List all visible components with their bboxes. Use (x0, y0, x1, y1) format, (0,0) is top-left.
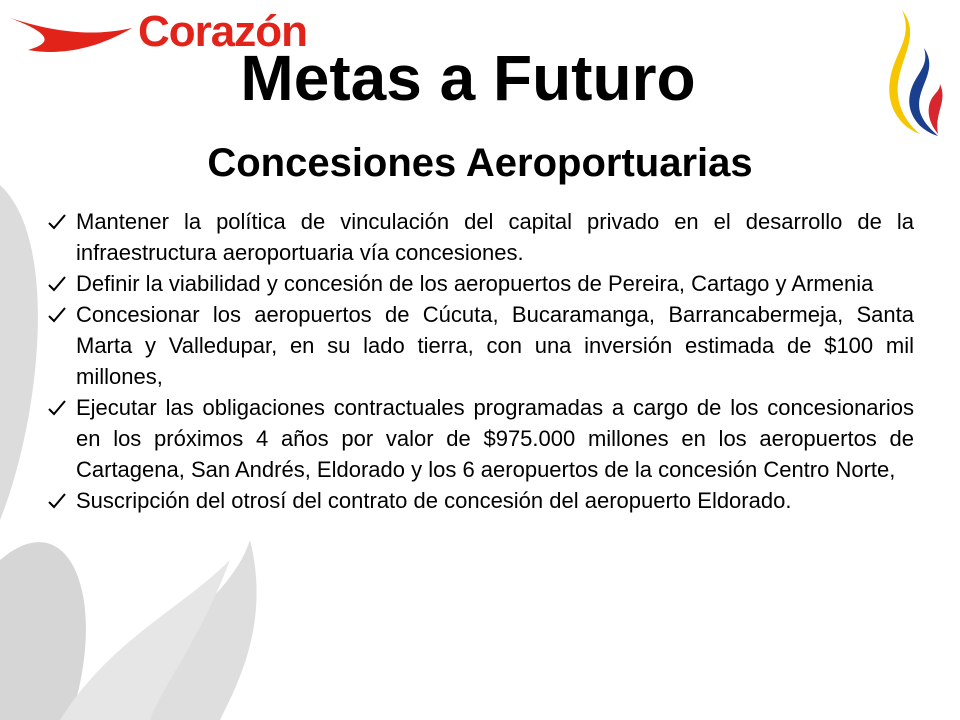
list-item (46, 206, 914, 268)
checkmark-icon (48, 276, 66, 292)
list-item (46, 392, 914, 485)
bullet-text: Concesionar los aeropuertos de Cúcuta, Bucaramanga, Barrancabermeja, Santa Marta y Valledupar, en su lado tierra, con una inversión estimada de $100 mil millones, (76, 302, 914, 389)
checkmark-icon (48, 400, 66, 416)
list-item (46, 268, 914, 299)
checkmark-icon (48, 493, 66, 509)
checkmark-icon (48, 214, 66, 230)
list-item (46, 485, 914, 516)
bullet-list (46, 206, 914, 516)
page-subtitle: Concesiones Aeroportuarias (207, 141, 753, 185)
logo-text: Corazón (138, 7, 307, 56)
bullet-text: Definir la viabilidad y concesión de los aeropuertos de Pereira, Cartago y Armenia (76, 271, 874, 296)
list-item (46, 299, 914, 392)
bullet-text: Ejecutar las obligaciones contractuales programadas a cargo de los concesionarios en los próximos 4 años por valor de $975.000 millones en los aeropuertos de Cartagena, San Andrés, Eldorado y los 6 aeropuertos de la concesión Centro Norte, (76, 395, 914, 482)
bullet-text: Mantener la política de vinculación del capital privado en el desarrollo de la infraestructura aeroportuaria vía concesiones. (76, 209, 914, 265)
bullet-text: Suscripción del otrosí del contrato de concesión del aeropuerto Eldorado. (76, 488, 792, 513)
checkmark-icon (48, 307, 66, 323)
page-title: Metas a Futuro (240, 42, 696, 114)
